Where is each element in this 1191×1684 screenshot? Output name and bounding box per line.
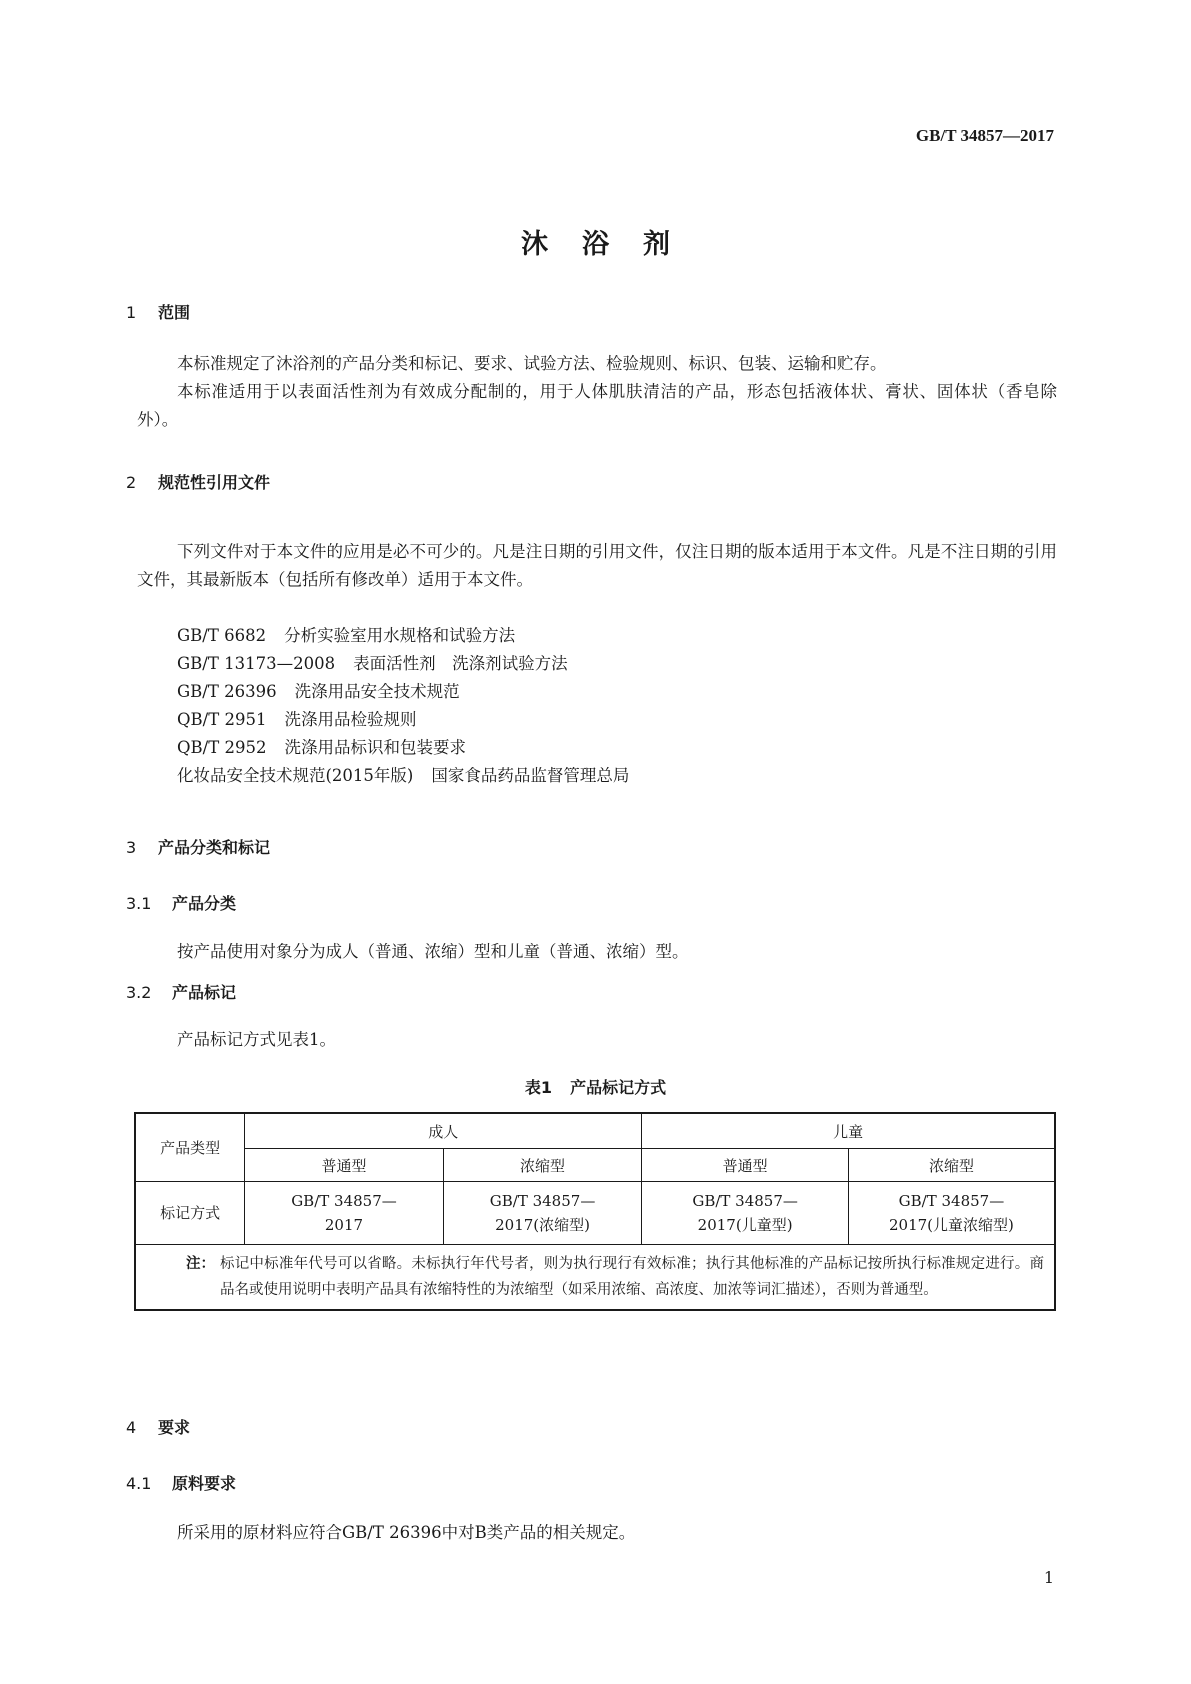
section-1-paragraph-2: 本标准适用于以表面活性剂为有效成分配制的，用于人体肌肤清洁的产品，形态包括液体状、膏状、固体状（香皂除外）。 [137, 382, 1057, 429]
section-3-2-paragraph: 产品标记方式见表1。 [177, 1030, 336, 1049]
table-cell-mark [443, 1182, 642, 1245]
mark-line-1: GB/T 34857— [489, 1192, 596, 1210]
reference-code: 化妆品安全技术规范(2015年版) [177, 766, 414, 785]
table-caption: 产品标记方式 [570, 1078, 667, 1097]
reference-code: GB/T 26396 [177, 682, 277, 701]
page-number: 1 [1043, 1568, 1054, 1587]
table-cell-child-normal: 普通型 [642, 1149, 849, 1182]
reference-code: QB/T 2952 [177, 738, 267, 757]
section-title: 规范性引用文件 [158, 473, 271, 492]
reference-item [177, 650, 629, 678]
mark-line-2: 2017(儿童浓缩型) [889, 1216, 1014, 1234]
section-3-2-heading [126, 980, 236, 1003]
table-cell-mark [245, 1182, 444, 1245]
section-2-heading [126, 470, 270, 493]
table-cell-adult: 成人 [245, 1113, 642, 1149]
table-header-row [135, 1113, 1055, 1149]
document-title: 沐浴剂 [521, 229, 704, 260]
mark-line-2: 2017(儿童型) [697, 1216, 793, 1234]
reference-name: 表面活性剂 洗涤剂试验方法 [353, 654, 568, 673]
section-number: 4.1 [126, 1474, 152, 1493]
reference-item [177, 678, 629, 706]
section-4-heading [126, 1415, 190, 1438]
product-marking-table [134, 1112, 1056, 1311]
mark-line-2: 2017(浓缩型) [495, 1216, 590, 1234]
section-2-paragraph-1: 下列文件对于本文件的应用是必不可少的。凡是注日期的引用文件，仅注日期的版本适用于本文件。凡是不注日期的引用文件，其最新版本（包括所有修改单）适用于本文件。 [137, 542, 1057, 589]
table-cell-product-type: 产品类型 [135, 1113, 245, 1182]
table-note-cell [135, 1245, 1055, 1311]
table-title [0, 1075, 1191, 1098]
section-title: 产品标记 [172, 983, 237, 1002]
table-cell-mark-label: 标记方式 [135, 1182, 245, 1245]
reference-item [177, 734, 629, 762]
section-1-paragraph-1: 本标准规定了沐浴剂的产品分类和标记、要求、试验方法、检验规则、标识、包装、运输和贮存。 [177, 354, 887, 373]
table-cell-child-concentrated: 浓缩型 [848, 1149, 1055, 1182]
section-3-1-heading [126, 891, 236, 914]
table-cell-adult-normal: 普通型 [245, 1149, 444, 1182]
mark-line-1: GB/T 34857— [291, 1192, 397, 1210]
section-1-heading [126, 300, 190, 323]
reference-item [177, 706, 629, 734]
section-3-heading [126, 835, 270, 858]
mark-line-2: 2017 [324, 1216, 364, 1234]
note-label: 注： [186, 1256, 215, 1272]
reference-code: QB/T 2951 [177, 710, 267, 729]
mark-line-1: GB/T 34857— [692, 1192, 798, 1210]
section-number: 1 [126, 303, 137, 322]
section-title: 要求 [158, 1418, 191, 1437]
section-number: 2 [126, 473, 137, 492]
section-number: 4 [126, 1418, 137, 1437]
table-cell-child: 儿童 [642, 1113, 1055, 1149]
table-note-row [135, 1245, 1055, 1311]
mark-line-1: GB/T 34857— [898, 1192, 1005, 1210]
section-4-1-heading [126, 1471, 236, 1494]
table-subheader-row [135, 1149, 1055, 1182]
table-cell-adult-concentrated: 浓缩型 [443, 1149, 642, 1182]
reference-code: GB/T 6682 [177, 626, 267, 645]
standard-code: GB/T 34857—2017 [915, 126, 1054, 145]
table-row [135, 1182, 1055, 1245]
table-number: 表1 [524, 1078, 553, 1097]
section-number: 3.2 [126, 983, 152, 1002]
section-number: 3.1 [126, 894, 152, 913]
reference-name: 国家食品药品监督管理总局 [431, 766, 630, 785]
normative-references-list [177, 622, 629, 790]
note-text: 标记中标准年代号可以省略。未标执行年代号者，则为执行现行有效标准；执行其他标准的产品标记按所执行标准规定进行。商品名或使用说明中表明产品具有浓缩特性的为浓缩型（如采用浓缩、高浓度、加浓等词汇描述），否则为普通型。 [220, 1256, 1044, 1298]
section-title: 产品分类和标记 [158, 838, 271, 857]
table-cell-mark [642, 1182, 849, 1245]
reference-name: 分析实验室用水规格和试验方法 [284, 626, 516, 645]
section-3-1-paragraph: 按产品使用对象分为成人（普通、浓缩）型和儿童（普通、浓缩）型。 [177, 942, 689, 961]
reference-item [177, 622, 629, 650]
table-cell-mark [848, 1182, 1055, 1245]
section-title: 产品分类 [172, 894, 237, 913]
section-4-1-paragraph: 所采用的原材料应符合GB/T 26396中对B类产品的相关规定。 [177, 1523, 636, 1542]
reference-name: 洗涤用品标识和包装要求 [284, 738, 466, 757]
reference-name: 洗涤用品检验规则 [284, 710, 417, 729]
reference-item [177, 762, 629, 790]
section-number: 3 [126, 838, 137, 857]
reference-name: 洗涤用品安全技术规范 [294, 682, 460, 701]
section-title: 范围 [158, 303, 191, 322]
reference-code: GB/T 13173—2008 [177, 654, 336, 673]
section-title: 原料要求 [172, 1474, 237, 1493]
